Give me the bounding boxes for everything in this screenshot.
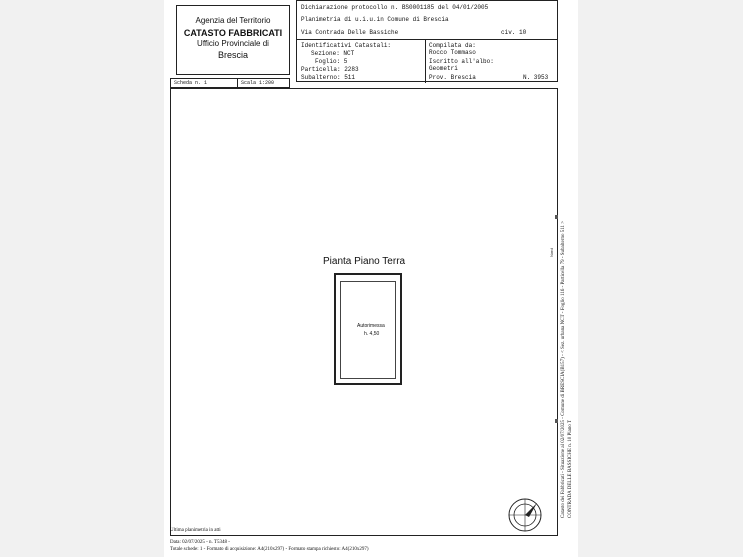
north-label: Nord	[549, 248, 554, 257]
registered-label: Iscritto all'albo:	[429, 58, 494, 65]
agency-box	[176, 5, 290, 75]
room-height: h. 4,50	[364, 331, 380, 337]
side-note-line: Catasto dei Fabbricati - Situazione al 02/07/2025 - Comune di BRESCIA(B157) - < Sez. urbana NCT - Foglio 116 - Particella 79 - Subalterno 511 >	[561, 220, 566, 518]
sezione: Sezione: NCT	[311, 50, 355, 57]
footer-last: Ultima planimetria in atti	[170, 528, 221, 533]
margin-mark	[555, 215, 558, 219]
scale: Scala 1:200	[241, 80, 275, 86]
address: Via Contrada Delle Bassiche	[301, 29, 399, 36]
north-arrow-icon	[505, 495, 545, 535]
scheda-number: Scheda n. 1	[174, 80, 208, 86]
room-label: Autorimessa	[357, 323, 385, 329]
agency-name: Agenzia del Territorio	[195, 16, 271, 25]
identifiers-title: Identificativi Catastali:	[301, 42, 392, 49]
foglio: Foglio: 5	[315, 58, 348, 65]
province-name: Brescia	[217, 50, 248, 60]
floor-title: Pianta Piano Terra	[323, 256, 406, 267]
ufficio-label: Ufficio Provinciale di	[197, 39, 269, 48]
civic-number: civ. 10	[501, 29, 527, 36]
particella: Particella: 2283	[301, 66, 359, 73]
province: Prov. Brescia	[429, 74, 476, 81]
register-number: N. 3953	[523, 74, 549, 81]
document-page	[164, 0, 578, 557]
footer-totals: Totale schede: 1 - Formato di acquisizione: A4(210x297) - Formato stampa richiesto: A4(210x297)	[170, 547, 369, 552]
footer-date: Data: 02/07/2025 - n. T5348 -	[170, 540, 230, 545]
divider	[237, 79, 238, 87]
compiler-title: Compilata da:	[429, 42, 476, 49]
header-info-box	[296, 0, 558, 82]
protocol-line: Dichiarazione protocollo n. BS0001185 del 04/01/2005	[301, 4, 489, 11]
scheda-row	[170, 78, 290, 88]
garage-room	[334, 273, 402, 385]
side-note	[560, 221, 574, 518]
divider	[297, 39, 557, 40]
side-note-line: CONTRADA DELLE BASSICHE n. 10 Piano T	[568, 419, 573, 518]
margin-mark	[555, 419, 558, 423]
subalterno: Subalterno: 511	[301, 74, 356, 81]
compiler-name: Rocco Tommaso	[429, 49, 476, 56]
profession: Geometri	[429, 65, 458, 72]
catasto-title: CATASTO FABBRICATI	[183, 28, 283, 38]
drawing-frame	[170, 88, 558, 536]
room-inner-wall	[340, 281, 396, 379]
divider	[425, 39, 426, 83]
plan-title: Planimetria di u.i.u.in Comune di Brescia	[301, 16, 449, 23]
